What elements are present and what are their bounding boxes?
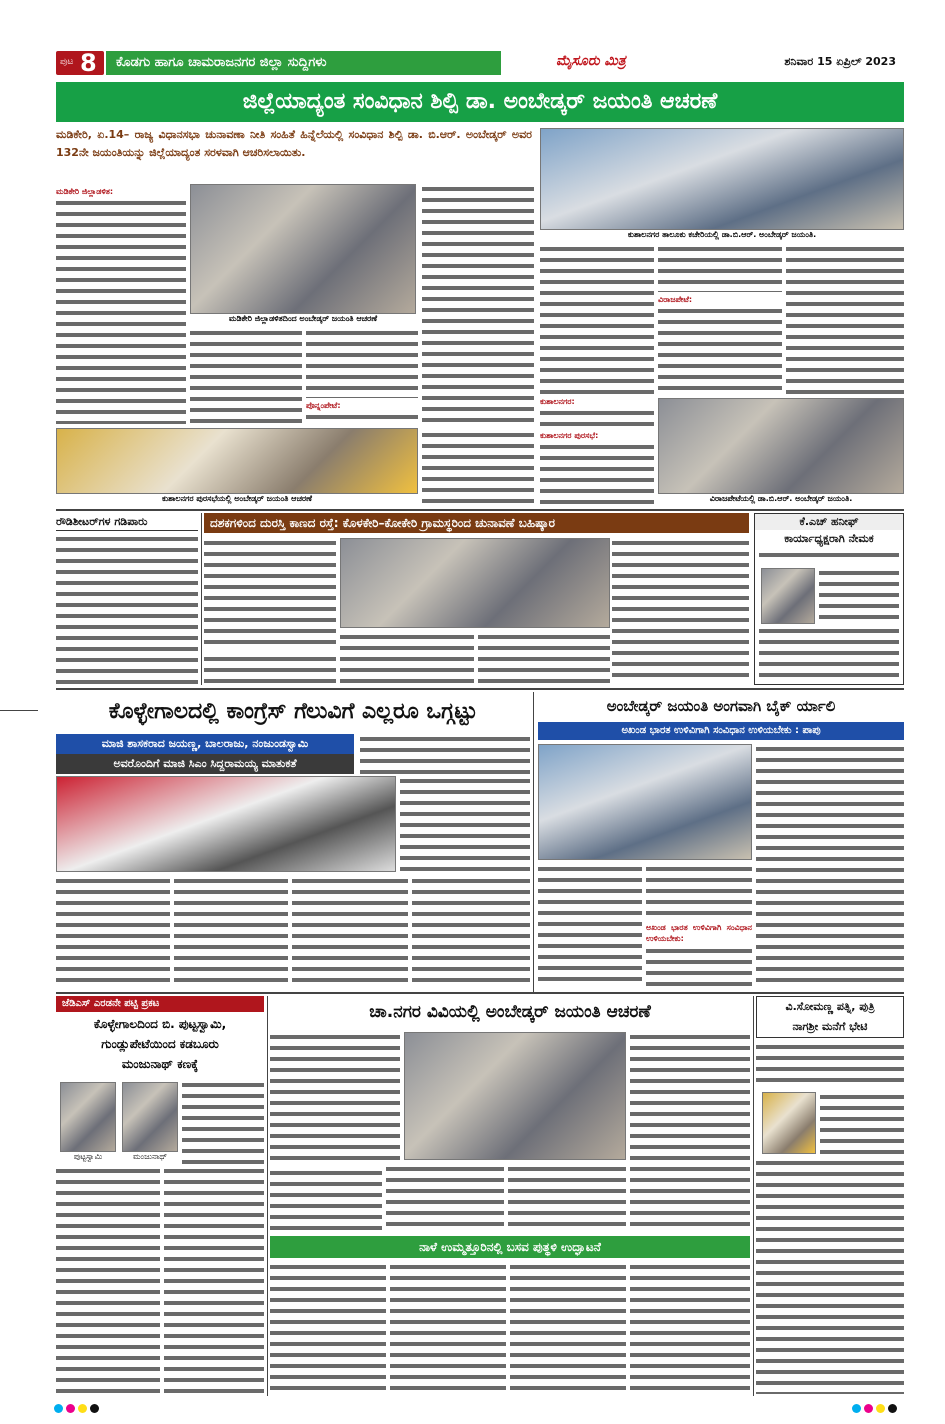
reg-dot-yellow-right xyxy=(876,1404,885,1413)
somanna-headline-1: ವಿ.ಸೋಮಣ್ಣ ಪತ್ನಿ, ಪುತ್ರಿ xyxy=(785,1000,875,1013)
reg-dot-magenta-right xyxy=(864,1404,873,1413)
caption-virajpet: ವಿರಾಜಪೇಟೆಯಲ್ಲಿ ಡಾ.ಬಿ.ಆರ್. ಅಂಬೇಡ್ಕರ್ ಜಯಂತಿ. xyxy=(658,494,904,505)
divider-v2 xyxy=(533,692,534,992)
road-column-4 xyxy=(340,632,474,684)
jds-col-1 xyxy=(56,1166,160,1394)
road-headline: ದಶಕಗಳಿಂದ ದುರಸ್ತಿ ಕಾಣದ ರಸ್ತೆ: ಕೊಳಕೇರಿ–ಕೋಕೇರಿ ಗ್ರಾಮಸ್ಥರಿಂದ ಚುನಾವಣೆ ಬಹಿಷ್ಕಾರ xyxy=(204,513,749,533)
lead-column-2 xyxy=(190,328,302,426)
issue-date: ಶನಿವಾರ 15 ಏಪ್ರಿಲ್ 2023 xyxy=(784,55,896,68)
lead-column-8 xyxy=(658,244,782,292)
kollegal-headline: ಕೊಳ್ಳೇಗಾಲದಲ್ಲಿ ಕಾಂಗ್ರೆಸ್ ಗೆಲುವಿಗೆ ಎಲ್ಲರೂ ಒಗ್ಗಟ್ಟು xyxy=(108,699,478,724)
bike-col-right xyxy=(756,744,904,988)
photo-road-protest xyxy=(340,538,610,628)
cn-col-3 xyxy=(386,1164,504,1232)
rowdy-headline: ರೌಡಿಶೀಟರ್‌ಗಳ ಗಡಿಪಾರು xyxy=(56,513,198,531)
divider-1 xyxy=(56,509,904,511)
lead-banner: ಜಿಲ್ಲೆಯಾದ್ಯಂತ ಸಂವಿಧಾನ ಶಿಲ್ಪಿ ಡಾ. ಅಂಬೇಡ್ಕರ್ ಜಯಂತಿ ಆಚರಣೆ xyxy=(56,82,904,122)
lead-kicker-4: ಕುಶಾಲನಗರ: xyxy=(540,397,575,406)
photo-kushalnagar-taluk xyxy=(540,128,904,230)
lead-column-8b xyxy=(658,306,782,394)
page-number-badge xyxy=(56,51,104,75)
hanif-body-3 xyxy=(759,626,899,682)
kollegal-col-3 xyxy=(292,876,408,988)
photo-hanif xyxy=(761,568,815,624)
lead-intro: ಮಡಿಕೇರಿ, ಏ.14– ರಾಜ್ಯ ವಿಧಾನಸಭಾ ಚುನಾವಣಾ ನೀತಿ ಸಂಹಿತೆ ಹಿನ್ನೆಲೆಯಲ್ಲಿ ಸಂವಿಧಾನ ಶಿಲ್ಪಿ ಡಾ. ಬಿ.ಆರ್. ಅಂಬೇಡ್ಕರ್ ಅವರ 132ನೇ ಜಯಂತಿಯನ್ನು ಜಿಲ್ಲೆಯಾದ್ಯಂತ ಸರಳವಾಗಿ ಆಚರಿಸಲಾಯಿತು. xyxy=(56,128,532,159)
page-header xyxy=(56,51,896,75)
lead-column-9 xyxy=(786,244,904,394)
kollegal-side xyxy=(360,734,530,774)
somanna-headline xyxy=(756,996,904,1038)
divider-2 xyxy=(56,688,904,690)
bike-subhead: ಅಖಂಡ ಭಾರತ ಉಳಿವಿಗಾಗಿ ಸಂವಿಧಾನ ಉಳಿಯಬೇಕು : ಪಾಪು xyxy=(538,722,904,740)
hanif-body-2 xyxy=(819,568,899,624)
photo-bike-rally xyxy=(538,744,752,860)
kollegal-col-2 xyxy=(174,876,288,988)
hanif-title-1: ಕೆ.ಎಚ್ ಹನೀಫ್ xyxy=(755,514,903,530)
basava-col-2 xyxy=(390,1262,506,1394)
lead-kicker-2: ಪೊನ್ನಂಪೇಟೆ: xyxy=(306,401,341,410)
lead-column-11 xyxy=(540,442,654,506)
cn-col-right xyxy=(630,1032,750,1232)
lead-kicker-5: ಕುಶಾಲನಗರ ಪುರಸಭೆ: xyxy=(540,431,599,440)
photo-virajpet xyxy=(658,398,904,494)
lead-kicker-1: ಮಡಿಕೇರಿ ಜಿಲ್ಲಾಡಳಿತ: xyxy=(56,187,114,196)
cn-col-4 xyxy=(508,1164,626,1232)
reg-dot-yellow-left xyxy=(78,1404,87,1413)
kollegal-col-right xyxy=(400,776,530,872)
rowdy-body xyxy=(56,534,198,684)
hanif-title-2: ಕಾರ್ಯಾಧ್ಯಕ್ಷರಾಗಿ ನೇಮಕ xyxy=(784,532,874,545)
lead-column-7b xyxy=(540,408,654,426)
lead-column-3 xyxy=(306,328,418,398)
photo-somanna-family xyxy=(762,1092,816,1154)
bike-col-1 xyxy=(538,864,642,988)
lead-column-3b xyxy=(306,412,418,426)
kollegal-sub-2: ಅವರೊಂದಿಗೆ ಮಾಜಿ ಸಿಎಂ ಸಿದ್ದರಾಮಯ್ಯ ಮಾತುಕತೆ xyxy=(56,754,354,774)
basava-headline: ನಾಳೆ ಉಮ್ಮತ್ತೂರಿನಲ್ಲಿ ಬಸವ ಪುತ್ಥಳಿ ಉದ್ಘಾಟನೆ xyxy=(270,1236,750,1258)
cn-col-1 xyxy=(270,1032,400,1164)
caption-purasabhe: ಕುಶಾಲನಗರ ಪುರಸಭೆಯಲ್ಲಿ ಅಂಬೇಡ್ಕರ್ ಜಯಂತಿ ಆಚರಣೆ xyxy=(56,494,418,505)
section-title: ಕೊಡಗು ಹಾಗೂ ಚಾಮರಾಜನಗರ ಜಿಲ್ಲಾ ಸುದ್ದಿಗಳು xyxy=(106,51,501,75)
hanif-box xyxy=(754,513,904,685)
kollegal-sub-1: ಮಾಜಿ ಶಾಸಕರಾದ ಜಯಣ್ಣ, ಬಾಲರಾಜು, ನಂಜುಂಡಸ್ವಾಮಿ xyxy=(101,737,309,750)
basava-col-4 xyxy=(630,1262,750,1394)
crop-mark xyxy=(0,710,38,711)
reg-dot-black-right xyxy=(888,1404,897,1413)
photo-cn-university xyxy=(404,1032,626,1160)
cn-headline: ಚಾ.ನಗರ ವಿವಿಯಲ್ಲಿ ಅಂಬೇಡ್ಕರ್ ಜಯಂತಿ ಆಚರಣೆ xyxy=(369,1002,651,1022)
caption-madikeri: ಮಡಿಕೇರಿ ಜಿಲ್ಲಾಡಳಿತದಿಂದ ಅಂಬೇಡ್ಕರ್ ಜಯಂತಿ ಆಚರಣೆ xyxy=(190,314,416,325)
jds-col-side xyxy=(182,1080,264,1164)
road-column-2 xyxy=(612,538,749,684)
kollegal-subhead xyxy=(56,734,354,774)
photo-puttaswamy xyxy=(60,1082,116,1152)
hanif-body-1 xyxy=(759,550,899,564)
reg-dot-black-left xyxy=(90,1404,99,1413)
basava-col-3 xyxy=(510,1262,626,1394)
caption-kushalnagar-taluk: ಕುಶಾಲನಗರ ತಾಲೂಕು ಕಚೇರಿಯಲ್ಲಿ ಡಾ.ಬಿ.ಆರ್. ಅಂಬೇಡ್ಕರ್ ಜಯಂತಿ. xyxy=(540,230,904,241)
divider-v3 xyxy=(267,996,268,1396)
caption-puttaswamy: ಪುಟ್ಟಸ್ವಾಮಿ xyxy=(60,1152,116,1162)
jds-headline-1: ಕೊಳ್ಳೇಗಾಲದಿಂದ ಬಿ. ಪುಟ್ಟಸ್ವಾಮಿ, xyxy=(93,1017,227,1031)
lead-kicker-3: ವಿರಾಜಪೇಟೆ: xyxy=(658,295,693,304)
lead-column-7 xyxy=(540,244,654,394)
lead-column-10 xyxy=(422,430,534,506)
somanna-headline-2: ನಾಗಶ್ರೀ ಮನೆಗೆ ಭೇಟಿ xyxy=(792,1020,868,1033)
jds-headline-2: ಗುಂಡ್ಲುಪೇಟೆಯಿಂದ ಕಡಬೂರು xyxy=(101,1037,219,1051)
divider-3 xyxy=(56,992,904,994)
road-column-1 xyxy=(204,538,336,650)
kollegal-col-1 xyxy=(56,876,170,988)
masthead: ಮೈಸೂರು ಮಿತ್ರ xyxy=(556,53,626,69)
page-number: 8 xyxy=(80,49,97,77)
divider-v1 xyxy=(201,513,202,685)
bike-kicker: ಅಖಂಡ ಭಾರತ ಉಳಿವಿಗಾಗಿ ಸಂವಿಧಾನ ಉಳಿಯಬೇಕು: xyxy=(646,923,752,943)
basava-col-1 xyxy=(270,1262,386,1394)
bike-headline: ಅಂಬೇಡ್ಕರ್ ಜಯಂತಿ ಅಂಗವಾಗಿ ಬೈಕ್ ರ್ಯಾಲಿ xyxy=(606,697,836,715)
road-column-6 xyxy=(204,654,336,684)
photo-madikeri-jayanti xyxy=(190,184,416,314)
reg-dot-cyan-left xyxy=(54,1404,63,1413)
photo-manjunath xyxy=(122,1082,178,1152)
jds-label: ಜೆಡಿಎಸ್ ಎರಡನೇ ಪಟ್ಟಿ ಪ್ರಕಟ xyxy=(56,996,264,1012)
kollegal-col-4 xyxy=(412,876,530,988)
caption-manjunath: ಮಂಜುನಾಥ್ xyxy=(122,1152,178,1162)
reg-dot-cyan-right xyxy=(852,1404,861,1413)
jds-headline xyxy=(56,1014,264,1076)
photo-congress-meeting xyxy=(56,776,396,872)
lead-column-4 xyxy=(422,184,534,426)
somanna-col-top xyxy=(756,1042,904,1088)
road-column-5 xyxy=(478,632,610,684)
bike-col-2b xyxy=(646,946,752,988)
lead-column-1 xyxy=(56,198,186,424)
page-label: ಪುಟ xyxy=(60,57,74,67)
divider-v4 xyxy=(753,996,754,1396)
photo-kushalnagar-purasabhe xyxy=(56,428,418,494)
somanna-col-bottom xyxy=(756,1158,904,1394)
bike-col-2 xyxy=(646,864,752,920)
jds-headline-3: ಮಂಜುನಾಥ್ ಕಣಕ್ಕೆ xyxy=(121,1057,199,1071)
cn-col-2 xyxy=(270,1168,382,1232)
somanna-col-side xyxy=(820,1092,904,1154)
reg-dot-magenta-left xyxy=(66,1404,75,1413)
jds-col-2 xyxy=(164,1166,264,1394)
